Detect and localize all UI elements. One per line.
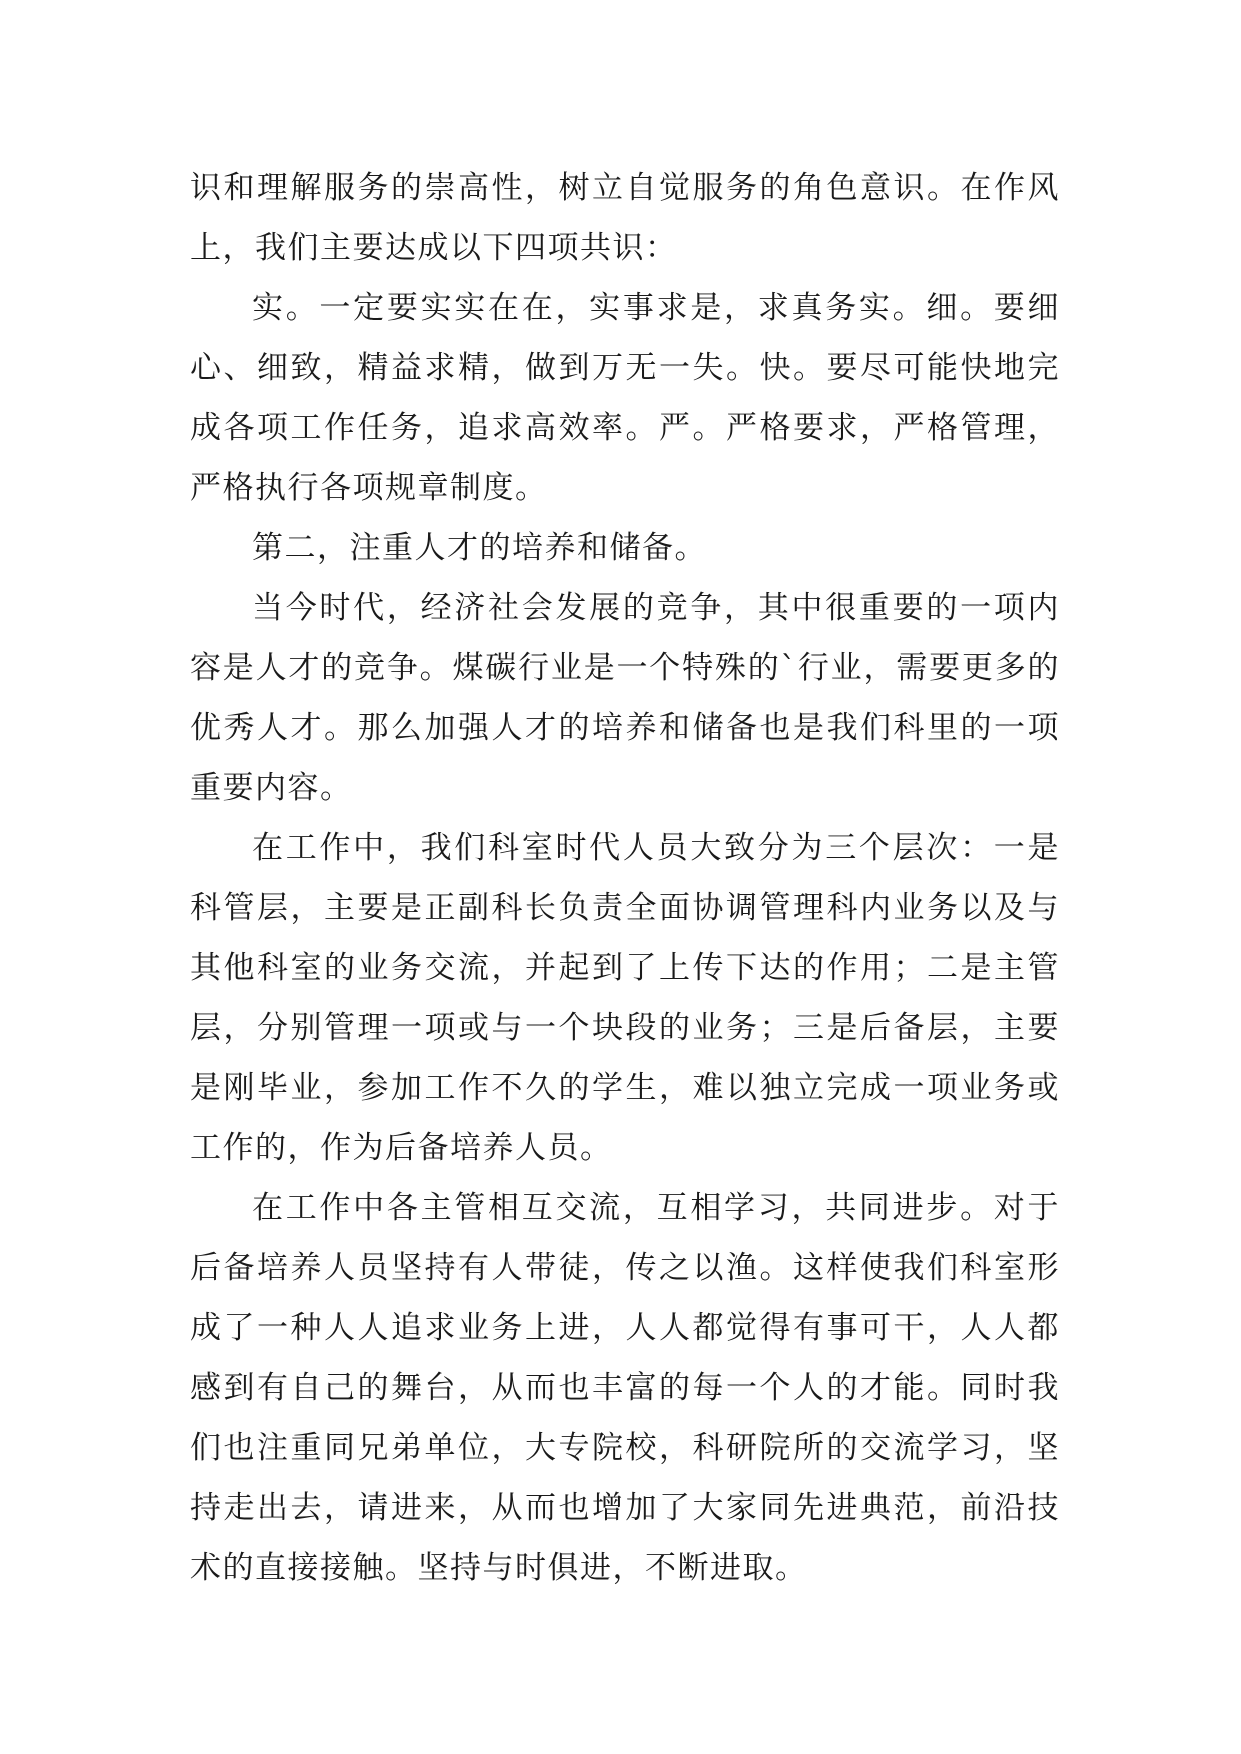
paragraph-work-style: 实。一定要实实在在，实事求是，求真务实。细。要细心、细致，精益求精，做到万无一失。快。要尽可能快地完成各项工作任务，追求高效率。严。严格要求，严格管理，严格执行各项规章制度。 (190, 290, 1060, 506)
paragraph-staff-levels: 在工作中，我们科室时代人员大致分为三个层次：一是科管层，主要是正副科长负责全面协调管理科内业务以及与其他科室的业务交流，并起到了上传下达的作用；二是主管层，分别管理一项或与一个块段的业务；三是后备层，主要是刚毕业，参加工作不久的学生，难以独立完成一项业务或工作的，作为后备培养人员。 (190, 830, 1060, 1166)
document-body (190, 158, 1060, 1598)
paragraph-continuation: 识和理解服务的崇高性，树立自觉服务的角色意识。在作风上，我们主要达成以下四项共识： (190, 170, 1060, 266)
paragraph-exchange-learning: 在工作中各主管相互交流，互相学习，共同进步。对于后备培养人员坚持有人带徒，传之以渔。这样使我们科室形成了一种人人追求业务上进，人人都觉得有事可干，人人都感到有自己的舞台，从而也丰富的每一个人的才能。同时我们也注重同兄弟单位，大专院校，科研院所的交流学习，坚持走出去，请进来，从而也增加了大家同先进典范，前沿技术的直接接触。坚持与时俱进，不断进取。 (190, 1190, 1060, 1586)
section-heading-talent: 第二，注重人才的培养和储备。 (252, 530, 707, 566)
paragraph-talent-competition: 当今时代，经济社会发展的竞争，其中很重要的一项内容是人才的竞争。煤碳行业是一个特殊的`行业，需要更多的优秀人才。那么加强人才的培养和储备也是我们科里的一项重要内容。 (190, 590, 1060, 806)
